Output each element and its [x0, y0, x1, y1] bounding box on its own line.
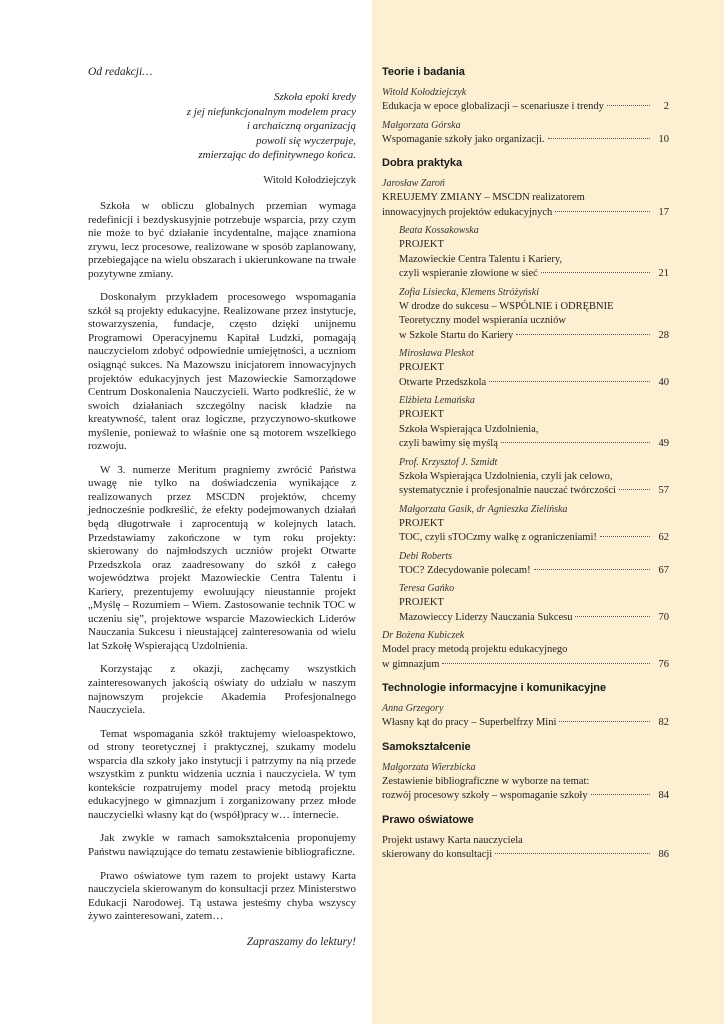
motto-line: z jej niefunkcjonalnym modelem pracy — [186, 105, 356, 118]
editorial-paragraph: W 3. numerze Meritum pragniemy zwrócić Państwa uwagę nie tylko na doświadczenia wynikające z realizowanych przez MSCDN projektów, chcemy jednocześnie podkreślić, że efekty podejmowanych działań będą długotrwałe i zaprocentują w kolejnych latach. Przedstawiamy zakończone w tym roku projekty: skierowany do najmłodszych uczniów projekt Otwarte Przedszkola oraz zaadresowany do szkół z całego województwa projekt Mazowieckie Centra Talentu i Kariery, prezentujemy ewoluujący nieustannie projekt „Myślę – Rozumiem – Wiem. Zastosowanie technik TOC w uczeniu się”, projektowe wsparcie Mazowieckich Liderów Nauczania Sukcesu i nieustającej zainteresowania od wielu lat Szkołę Wspierającą Uzdolnienia. — [88, 463, 356, 652]
editorial-content — [88, 66, 356, 948]
toc-entry-title-line: Projekt ustawy Karta nauczyciela — [382, 834, 523, 846]
toc-section — [382, 814, 669, 863]
toc-entry-title-line: KREUJEMY ZMIANY – MSCDN realizatorem — [382, 192, 585, 203]
toc-page-number: 70 — [658, 611, 669, 623]
toc-entry-last-line — [399, 267, 669, 282]
toc-leader-dots — [548, 138, 650, 139]
toc-entry-author: Zofia Lisiecka, Klemens Stróżyński — [399, 286, 539, 298]
toc-section-title: Prawo oświatowe — [382, 813, 474, 826]
toc-entry-author: Beata Kossakowska — [399, 225, 479, 236]
toc-entry-title-line: Teoretyczny model wspierania uczniów — [399, 315, 566, 326]
toc-page-number: 82 — [658, 717, 669, 728]
toc-page-number: 17 — [658, 206, 669, 218]
toc-entry-title-line: Otwarte Przedszkola — [399, 376, 487, 388]
motto-line: zmierzając do definitywnego końca. — [198, 149, 356, 162]
toc-entry-last-line — [399, 484, 669, 499]
toc-leader-dots — [489, 381, 650, 382]
toc-entry-title-line: Własny kąt do pracy – Superbelfrzy Mini — [382, 717, 557, 728]
toc-entry-author: Elżbieta Lemańska — [399, 395, 475, 406]
toc-entry[interactable] — [382, 394, 669, 452]
toc-entry-last-line — [399, 376, 669, 391]
toc-entry-title-line: Wspomaganie szkoły jako organizacji. — [382, 133, 545, 145]
motto-line: Szkoła epoki kredy — [273, 91, 356, 103]
toc-entry-last-line — [382, 658, 669, 673]
toc-entry-title-line: Mazowieckie Centra Talentu i Kariery, — [399, 253, 563, 265]
toc-entry-title-line: w gimnazjum — [382, 658, 440, 670]
toc-entry-title-line: Model pracy metodą projektu edukacyjnego — [382, 644, 568, 655]
toc-page-number: 28 — [658, 329, 669, 341]
toc-entry-author: Małgorzata Górska — [382, 119, 461, 131]
toc-page-number: 84 — [658, 790, 669, 801]
toc-entry-title-line: PROJEKT — [399, 409, 444, 420]
editorial-closing: Zapraszamy do lektury! — [246, 935, 356, 948]
toc-entry[interactable] — [382, 347, 669, 390]
toc-entry[interactable] — [382, 629, 669, 672]
toc-entry-title-line: W drodze do sukcesu – WSPÓLNIE i ODRĘBNIE — [399, 300, 614, 312]
toc-entry-author: Małgorzata Wierzbicka — [382, 761, 476, 773]
toc-entry[interactable] — [382, 702, 669, 731]
toc-leader-dots — [516, 334, 650, 335]
editorial-paragraph: Szkoła w obliczu globalnych przemian wymaga redefinicji i bezdyskusyjnie potrzebuje wsparcia, przy czym nie może to być działanie incydentalne, mające znamiona zrywu, lecz procesowe, realizowane w sposób zaplanowany, przebiegające na wielu obszarach i ukierunkowane na trwałe pozytywne zmiany. — [88, 199, 356, 280]
toc-page-number: 10 — [658, 133, 669, 145]
toc-entry-author: Mirosława Pleskot — [399, 348, 474, 359]
toc-entry-last-line — [399, 437, 669, 452]
toc-section — [382, 66, 669, 147]
toc-entry-author: Jarosław Zaroń — [382, 178, 445, 189]
toc-entry-author: Witold Kołodziejczyk — [382, 87, 467, 98]
motto-author: Witold Kołodziejczyk — [263, 174, 356, 186]
toc-page-number: 49 — [658, 438, 669, 449]
toc-entry-title-line: skierowany do konsultacji — [382, 849, 493, 860]
toc-entry[interactable] — [382, 456, 669, 499]
toc-entry-title-line: Edukacja w epoce globalizacji – scenariusze i trendy — [382, 101, 604, 112]
toc-page-number: 57 — [658, 485, 669, 496]
editorial-paragraph: Temat wspomagania szkół traktujemy wieloaspektowo, od strony teoretycznej i praktycznej, szukamy modelu wsparcia dla szkoły jako instytucji i patrzymy na nią przede wszystkim z punktu widzenia ucznia i nauczyciela. W tym kontekście rozpatrujemy model pracy metodą projektu edukacyjnego w gimnazjum i zorganizowany przez młode nauczycielki własny kąt do (współ)pracy w… internecie. — [88, 727, 356, 821]
toc-leader-dots — [501, 442, 650, 443]
table-of-contents — [382, 66, 669, 873]
toc-entry-title-line: PROJEKT — [399, 517, 444, 529]
toc-page-number: 76 — [658, 658, 669, 670]
toc-entry-last-line — [382, 133, 669, 148]
toc-entry-title-line: Mazowieccy Liderzy Nauczania Sukcesu — [399, 611, 573, 623]
toc-entry-title-line: PROJEKT — [399, 597, 444, 608]
toc-page-number: 67 — [658, 564, 669, 576]
toc-entry-title-line: czyli wspieranie złowione w sieć — [399, 268, 538, 279]
toc-entry-title-line: systematycznie i profesjonalnie nauczać twórczości — [399, 485, 616, 496]
toc-entry[interactable] — [382, 177, 669, 220]
toc-entry-author: Dr Bożena Kubiczek — [382, 630, 465, 641]
toc-entry-title-line: Szkoła Wspierająca Uzdolnienia, czyli jak celowo, — [399, 470, 613, 482]
toc-entry-title-line: PROJEKT — [399, 239, 444, 250]
toc-page-number: 86 — [658, 849, 669, 860]
toc-entry[interactable] — [382, 119, 669, 148]
table-of-contents-panel — [372, 0, 724, 1024]
toc-section-title: Dobra praktyka — [382, 157, 463, 169]
toc-leader-dots — [600, 536, 650, 537]
editorial-paragraph: Korzystając z okazji, zachęcamy wszystkich zainteresowanych jakością oświaty do udziału w naszym najnowszym projekcie Akademia Profesjonalnego Nauczyciela. — [88, 663, 356, 717]
toc-entry-last-line — [399, 564, 669, 579]
toc-section-title: Teorie i badania — [382, 66, 465, 78]
editorial-paragraph: Prawo oświatowe tym razem to projekt ustawy Karta nauczyciela skierowanym do konsultacji przez Ministerstwo Edukacji Narodowej. Tą ustawa jesteśmy chyba wszyscy żywo zainteresowani, zatem… — [88, 869, 356, 923]
toc-entry-title-line: innowacyjnych projektów edukacyjnych — [382, 206, 553, 218]
toc-section — [382, 682, 669, 731]
toc-leader-dots — [442, 663, 650, 664]
toc-leader-dots — [559, 721, 650, 722]
toc-entry-title-line: czyli bawimy się myślą — [399, 438, 498, 449]
toc-entry-title-line: TOC? Zdecydowanie polecam! — [399, 564, 531, 576]
editorial-paragraph: Doskonałym przykładem procesowego wspomagania szkół są projekty edukacyjne. Realizowane przez instytucje, stowarzyszenia, fundacje, często dzięki unijnemu Programowi Operacyjnemu Kapitał Ludzki, pomagają nauczycielom zdobyć odpowiednie umiejętności, a uczniom osiągnąć sukces. Na Mazowszu inicjatorem innowacyjnych projektów edukacyjnych jest Mazowieckie Samorządowe Centrum Doskonalenia Nauczycieli. Warto podkreślić, że w swoich działaniach szczególny nacisk kładzie na kreatywność, talent oraz logiczne, przyczynowo-skutkowe myślenie, ponieważ to właśnie one są motorem wszelkiego rozwoju. — [88, 291, 356, 453]
editorial-motto — [88, 90, 356, 163]
toc-entry-title-line: Szkoła Wspierająca Uzdolnienia, — [399, 423, 539, 435]
editorial-paragraph: Jak zwykle w ramach samokształcenia proponujemy Państwu nawiązujące do tematu zestawienie bibliograficzne. — [88, 832, 356, 859]
toc-entry[interactable] — [382, 761, 669, 804]
motto-line: powoli się wyczerpuje, — [256, 134, 356, 147]
toc-entry-title-line: TOC, czyli sTOCzmy walkę z ograniczeniami! — [399, 532, 597, 543]
toc-entry-last-line — [399, 611, 669, 626]
toc-entry-last-line — [382, 100, 669, 115]
toc-entry-author: Anna Grzegory — [382, 703, 444, 714]
toc-entry[interactable] — [382, 582, 669, 625]
toc-entry-last-line — [382, 789, 669, 804]
toc-entry-author: Prof. Krzysztof J. Szmidt — [399, 456, 498, 468]
toc-entry-author: Debi Roberts — [399, 550, 453, 562]
toc-entry-last-line — [399, 531, 669, 546]
toc-page-number: 40 — [658, 376, 669, 388]
toc-leader-dots — [607, 105, 650, 106]
toc-entry[interactable] — [382, 834, 669, 863]
toc-leader-dots — [555, 211, 650, 212]
toc-leader-dots — [534, 569, 650, 570]
toc-section — [382, 741, 669, 804]
toc-entry-title-line: rozwój procesowy szkoły – wspomaganie szkoły — [382, 790, 588, 801]
toc-page-number: 62 — [658, 532, 669, 543]
toc-entry[interactable] — [382, 503, 669, 546]
toc-entry-last-line — [382, 716, 669, 731]
toc-section — [382, 157, 669, 672]
toc-entry-title-line: Zestawienie bibliograficzne w wyborze na temat: — [382, 775, 590, 787]
toc-entry-last-line — [382, 206, 669, 221]
toc-entry-last-line — [382, 848, 669, 863]
toc-leader-dots — [575, 616, 650, 617]
toc-leader-dots — [495, 853, 650, 854]
toc-entry-title-line: PROJEKT — [399, 362, 444, 373]
toc-section-title: Technologie informacyjne i komunikacyjne — [382, 682, 607, 694]
toc-leader-dots — [591, 794, 650, 795]
toc-leader-dots — [541, 272, 650, 273]
toc-entry-author: Małgorzata Gasik, dr Agnieszka Zielińska — [399, 503, 568, 515]
motto-line: i archaiczną organizacją — [246, 120, 356, 133]
toc-entry-last-line — [399, 329, 669, 344]
toc-entry-title-line: w Szkole Startu do Kariery — [399, 329, 514, 341]
editorial-heading: Od redakcji… — [88, 66, 153, 78]
toc-section-title: Samokształcenie — [382, 740, 471, 753]
toc-entry-author: Teresa Gańko — [399, 583, 455, 594]
toc-entry[interactable] — [382, 550, 669, 579]
toc-page-number: 2 — [663, 101, 669, 112]
toc-leader-dots — [619, 489, 650, 490]
toc-page-number: 21 — [658, 268, 669, 279]
toc-entry[interactable] — [382, 224, 669, 282]
toc-entry[interactable] — [382, 86, 669, 115]
toc-entry[interactable] — [382, 286, 669, 344]
